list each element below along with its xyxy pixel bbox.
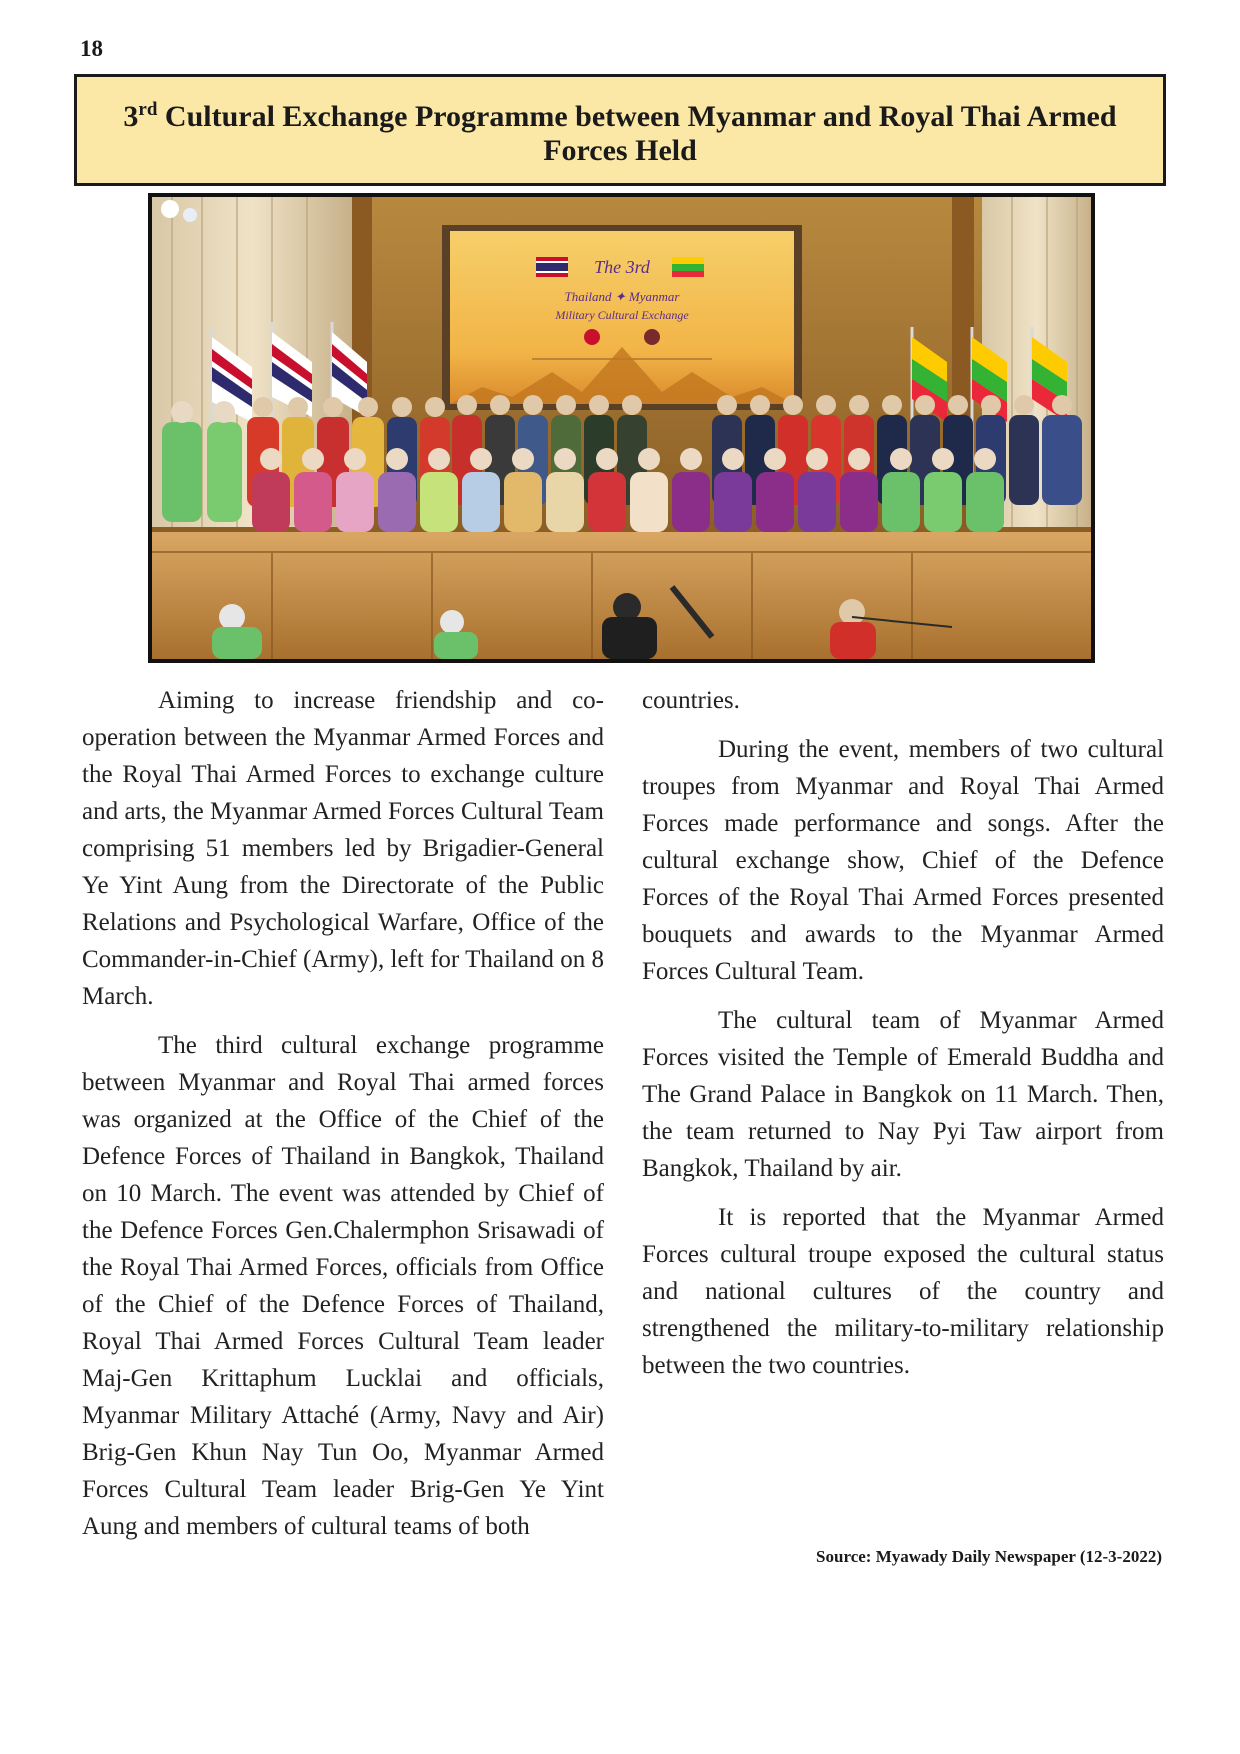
title-banner (74, 74, 1166, 186)
event-photo-illustration (152, 197, 1091, 659)
article-title (77, 93, 1163, 168)
paragraph-4: The cultural team of Myanmar Armed Forces visited the Temple of Emerald Buddha and The Grand Palace in Bangkok on 11 March. Then, the team returned to Nay Pyi Taw airport from Bangkok, Thailand by air. (642, 1007, 1164, 1182)
banner-line-1: The 3rd (594, 257, 650, 277)
source-credit: Source: Myawady Daily Newspaper (12-3-2022) (816, 1547, 1162, 1566)
page-number: 18 (80, 36, 103, 61)
banner-line-2: Thailand ✦ Myanmar (564, 289, 680, 304)
paragraph-1: Aiming to increase friendship and co-operation between the Myanmar Armed Forces and the Royal Thai Armed Forces to exchange culture and arts, the Myanmar Armed Forces Cultural Team comprising 51 members led by Brigadier-General Ye Yint Aung from the Directorate of the Public Relations and Psychological Warfare, Office of the Commander-in-Chief (Army), left for Thailand on 8 March. (82, 687, 604, 1010)
banner-line-3: Military Cultural Exchange (555, 308, 689, 322)
event-photo (148, 193, 1095, 663)
title-text: Cultural Exchange Programme between Myanmar and Royal Thai Armed Forces Held (157, 99, 1117, 167)
left-column (82, 682, 604, 1557)
title-ordinal-suffix: rd (138, 98, 158, 120)
paragraph-3: During the event, members of two cultural troupes from Myanmar and Royal Thai Armed Forces made performance and songs. After the cultural exchange show, Chief of the Defence Forces of the Royal Thai Armed Forces presented bouquets and awards to the Myanmar Armed Forces Cultural Team. (642, 736, 1164, 985)
right-column (642, 682, 1164, 1396)
paragraph-5: It is reported that the Myanmar Armed Forces cultural troupe exposed the cultural status and national cultures of the country and strengthened the military-to-military relationship between the two countries. (642, 1204, 1164, 1379)
paragraph-2: The third cultural exchange programme between Myanmar and Royal Thai armed forces was organized at the Office of the Chief of the Defence Forces of Thailand in Bangkok, Thailand on 10 March. The event was attended by Chief of the Defence Forces Gen.Chalermphon Srisawadi of the Royal Thai Armed Forces, officials from Office of the Chief of the Defence Forces of Thailand, Royal Thai Armed Forces Cultural Team leader Maj-Gen Krittaphum Lucklai and officials, Myanmar Military Attaché (Army, Navy and Air) Brig-Gen Khun Nay Tun Oo, Myanmar Armed Forces Cultural Team leader Brig-Gen Ye Yint Aung and members of cultural teams of both (82, 1032, 604, 1540)
title-ordinal: 3 (123, 99, 139, 133)
paragraph-continuation: countries. (642, 687, 740, 714)
